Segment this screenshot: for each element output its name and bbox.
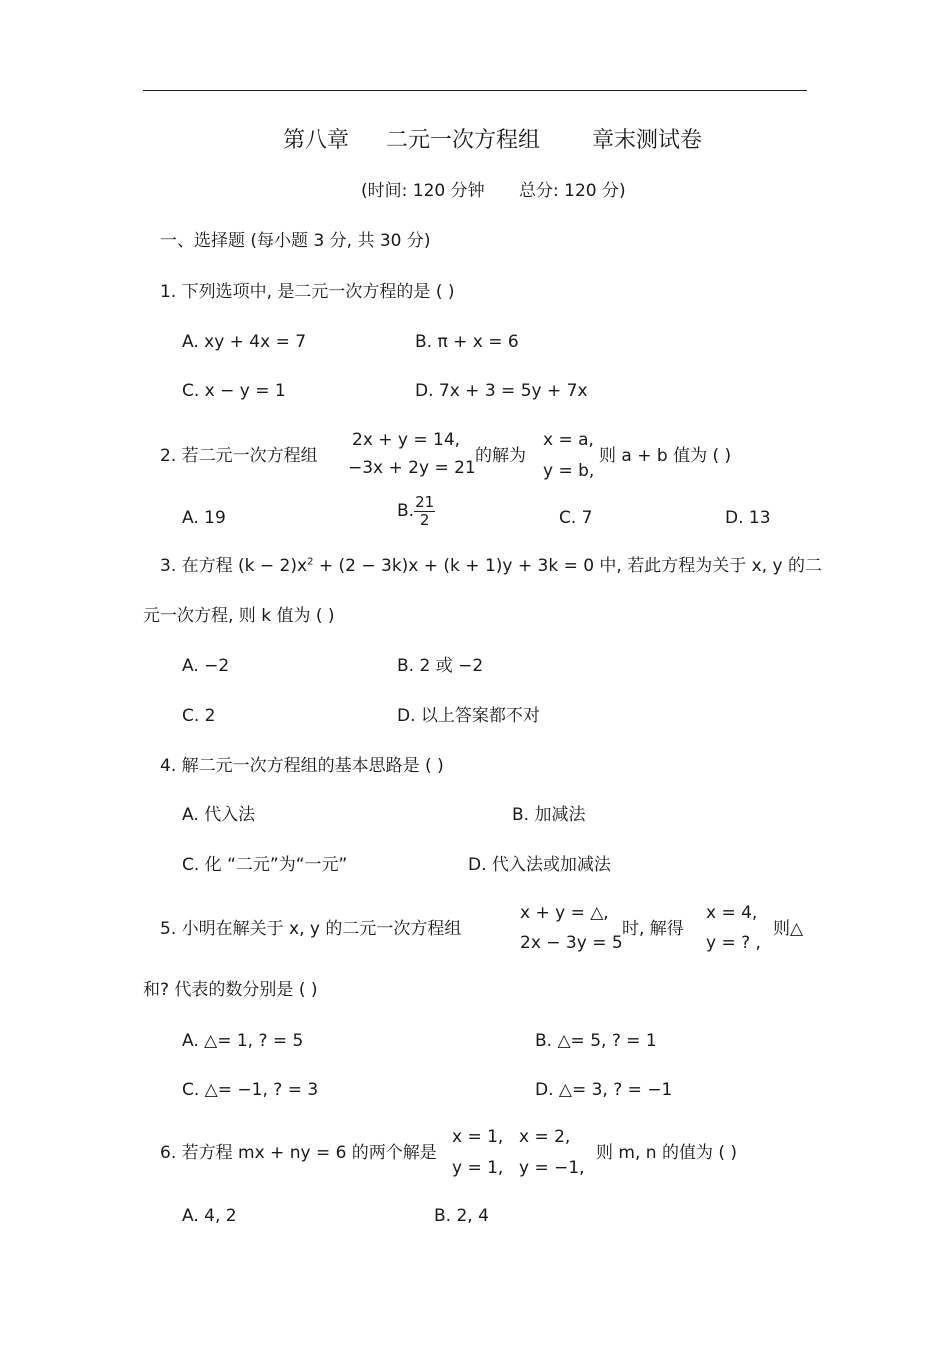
question-3-stem-part1: 3. 在方程 (k − 2)x [160, 556, 308, 576]
title-test: 章末测试卷 [592, 128, 703, 153]
section-heading: 一、选择题 (每小题 3 分, 共 30 分) [160, 231, 431, 251]
header-rule [143, 90, 807, 91]
question-2-system-line2: −3x + 2y = 21 [348, 458, 476, 478]
question-2-stem-start: 2. 若二元一次方程组 [160, 446, 318, 466]
question-4-option-b: B. 加减法 [512, 805, 586, 825]
question-3-stem-part2: + (2 − 3k)x + (k + 1)y + 3k = 0 中, 若此方程为关于 x, y 的二 [313, 556, 822, 576]
question-1-option-b: B. π + x = 6 [415, 332, 519, 352]
question-2-stem-end: 则 a + b 值为 ( ) [599, 446, 732, 466]
question-5-option-d: D. △= 3, ? = −1 [535, 1080, 673, 1100]
question-4-option-c: C. 化 “二元”为“一元” [182, 855, 348, 875]
title-topic: 二元一次方程组 [386, 128, 541, 153]
question-3-option-b: B. 2 或 −2 [397, 656, 484, 676]
question-5-system-line2: 2x − 3y = 5 [520, 933, 623, 953]
question-2-option-a: A. 19 [182, 508, 226, 528]
question-2-option-b [397, 494, 435, 528]
total-score: 总分: 120 分) [519, 181, 626, 201]
question-6-option-a: A. 4, 2 [182, 1206, 237, 1226]
question-1-option-a: A. xy + 4x = 7 [182, 332, 307, 352]
time-limit: (时间: 120 分钟 [361, 181, 485, 201]
question-2-option-b-fraction [414, 494, 435, 528]
question-3-stem-line2: 元一次方程, 则 k 值为 ( ) [143, 606, 335, 626]
question-5-option-c: C. △= −1, ? = 3 [182, 1080, 319, 1100]
question-5-option-b: B. △= 5, ? = 1 [535, 1031, 657, 1051]
question-2-solution-line2: y = b, [543, 461, 595, 481]
question-4-stem: 4. 解二元一次方程组的基本思路是 ( ) [160, 756, 444, 776]
question-1-option-c: C. x − y = 1 [182, 381, 286, 401]
question-5-system-line1: x + y = △, [520, 903, 609, 923]
question-5-option-a: A. △= 1, ? = 5 [182, 1031, 304, 1051]
question-1-option-d: D. 7x + 3 = 5y + 7x [415, 381, 588, 401]
question-2-system-line1: 2x + y = 14, [352, 430, 461, 450]
question-2-solution-line1: x = a, [543, 430, 594, 450]
question-6-solution1-line2: y = 1, [452, 1158, 504, 1178]
question-6-stem-end: 则 m, n 的值为 ( ) [596, 1143, 738, 1163]
fraction-numerator: 21 [415, 493, 435, 511]
question-6-option-b: B. 2, 4 [434, 1206, 489, 1226]
question-5-stem-start: 5. 小明在解关于 x, y 的二元一次方程组 [160, 919, 462, 939]
question-5-stem-mid: 时, 解得 [622, 919, 684, 939]
question-6-stem-start: 6. 若方程 mx + ny = 6 的两个解是 [160, 1143, 437, 1163]
title-chapter: 第八章 [283, 128, 350, 153]
question-6-solution1-line1: x = 1, [452, 1127, 504, 1147]
question-1-stem: 1. 下列选项中, 是二元一次方程的是 ( ) [160, 282, 455, 302]
question-3-option-d: D. 以上答案都不对 [397, 706, 540, 726]
question-2-option-b-label: B. [397, 500, 415, 521]
question-4-option-d: D. 代入法或加减法 [468, 855, 611, 875]
question-5-stem-line2: 和? 代表的数分别是 ( ) [143, 980, 318, 1000]
question-5-stem-end: 则△ [773, 919, 804, 939]
question-2-option-c: C. 7 [559, 508, 593, 528]
question-3-option-a: A. −2 [182, 656, 230, 676]
question-3-stem-line1 [160, 558, 822, 575]
question-5-solution-line1: x = 4, [706, 903, 758, 923]
question-6-solution2-line2: y = −1, [519, 1158, 585, 1178]
question-4-option-a: A. 代入法 [182, 805, 256, 825]
question-3-option-c: C. 2 [182, 706, 216, 726]
question-2-stem-mid: 的解为 [475, 446, 526, 466]
question-6-solution2-line1: x = 2, [519, 1127, 571, 1147]
fraction-denominator: 2 [419, 510, 430, 529]
question-2-option-d: D. 13 [725, 508, 771, 528]
question-5-solution-line2: y = ? , [706, 933, 761, 953]
exponent: 2 [307, 556, 314, 568]
